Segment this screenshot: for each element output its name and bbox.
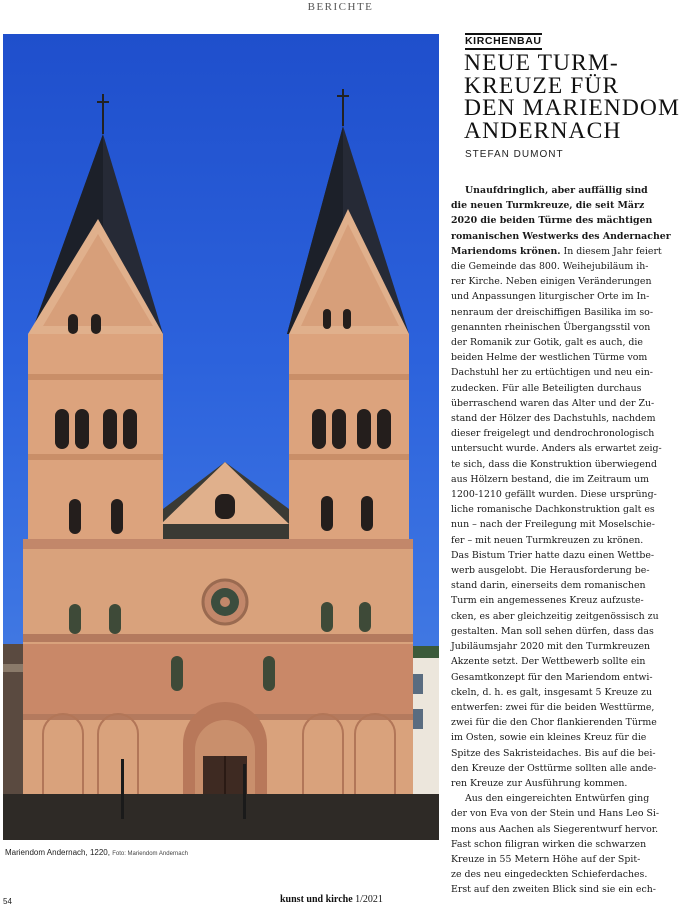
lead-line: die neuen Turmkreuze, die seit März bbox=[451, 200, 645, 212]
body-line: überraschend waren das Alter und der Zu- bbox=[451, 397, 655, 409]
body-line: Erst auf den zweiten Blick sind sie ein ech- bbox=[451, 884, 656, 896]
body-line: Aus den eingereichten Entwürfen ging bbox=[465, 793, 650, 805]
body-line: gestalten. Man soll sehen dürfen, dass das bbox=[451, 625, 654, 637]
body-line: den Kreuze der Osttürme sollten alle ande- bbox=[451, 762, 657, 774]
body-line: ckeln, d. h. es galt, insgesamt 5 Kreuze zu bbox=[451, 686, 652, 698]
lead-line-mixed bbox=[451, 244, 677, 259]
body-line: 1200-1210 gefällt wurden. Diese ursprüng- bbox=[451, 489, 657, 501]
body-line: zwei für die den Chor flankierenden Türme bbox=[451, 717, 657, 729]
lead-line: Unaufdringlich, aber auffällig sind bbox=[465, 185, 648, 196]
body-line: aus Hölzern bestand, die im Zeitraum um bbox=[451, 473, 650, 485]
body-line: rer Kirche. Neben einigen Veränderungen bbox=[451, 276, 652, 288]
body-line: ren Kreuze zur Ausführung kommen. bbox=[451, 777, 628, 789]
magazine-footer bbox=[280, 894, 383, 905]
body-line: Jubiläumsjahr 2020 mit den Turmkreuzen bbox=[451, 641, 651, 653]
body-line: beiden Helme der westlichen Türme vom bbox=[451, 352, 648, 364]
section-label: BERICHTE bbox=[307, 1, 374, 13]
body-line: Kreuze in 55 Metern Höhe auf der Spit- bbox=[451, 853, 641, 865]
lead-line: romanischen Westwerks des Andernacher bbox=[451, 230, 671, 242]
body-line: die Gemeinde das 800. Weihejubiläum ih- bbox=[451, 261, 649, 273]
headline-line: DEN MARIENDOM bbox=[464, 95, 681, 121]
headline-line: NEUE TURM- bbox=[464, 50, 619, 76]
article-headline bbox=[464, 50, 681, 144]
magazine-issue: 1/2021 bbox=[355, 894, 383, 905]
body-line: te sich, dass die Konstruktion überwiegend bbox=[451, 458, 657, 470]
body-line: Spitze des Sakristeidaches. Bis auf die bei- bbox=[451, 747, 656, 759]
body-line: nun – nach der Freilegung mit Moselschie- bbox=[451, 519, 655, 531]
article-body bbox=[451, 183, 677, 898]
caption-credit: Foto: Mariendom Andernach bbox=[112, 851, 188, 857]
headline-line: ANDERNACH bbox=[464, 117, 622, 144]
body-start: In diesem Jahr feiert bbox=[560, 245, 662, 257]
magazine-title: kunst und kirche bbox=[280, 894, 353, 905]
body-line: zudecken. Für alle Beteiligten durchaus bbox=[451, 382, 642, 394]
body-line: Fast schon filigran wirken die schwarzen bbox=[451, 838, 647, 850]
body-line: Akzente setzt. Der Wettbewerb sollte ein bbox=[451, 656, 646, 668]
body-line: liche romanische Dachkonstruktion galt es bbox=[451, 504, 655, 516]
body-line: im Osten, sowie ein kleines Kreuz für die bbox=[451, 732, 647, 744]
body-line: untersucht wurde. Anders als erwartet zeig- bbox=[451, 443, 662, 455]
body-line: stand darin, einerseits dem romanischen bbox=[451, 580, 646, 592]
body-line: werb ausgelobt. Die Herausforderung be- bbox=[451, 565, 650, 577]
headline-line: KREUZE FÜR bbox=[464, 72, 620, 99]
article-kicker: KIRCHENBAU bbox=[465, 33, 542, 50]
body-paragraph-2 bbox=[451, 791, 677, 897]
body-line: dieser freigelegt und dendrochronologisch bbox=[451, 428, 655, 440]
body-line: entwerfen: zwei für die beiden Westtürme, bbox=[451, 701, 655, 713]
caption-text: Mariendom Andernach, 1220, bbox=[5, 848, 110, 857]
article-author: STEFAN DUMONT bbox=[465, 149, 564, 160]
body-line: der Romanik zur Gotik, galt es auch, die bbox=[451, 337, 643, 349]
body-line: ze des neu eingedeckten Schieferdaches. bbox=[451, 869, 648, 881]
lead-line: 2020 die beiden Türme des mächtigen bbox=[451, 215, 653, 227]
body-line: fer – mit neuen Turmkreuzen zu krönen. bbox=[451, 534, 644, 546]
page-number: 54 bbox=[3, 897, 12, 906]
body-line: Das Bistum Trier hatte dazu einen Wettbe- bbox=[451, 549, 655, 561]
body-line: der von Eva von der Stein und Hans Leo Si- bbox=[451, 808, 660, 820]
body-line: Turm ein angemessenes Kreuz aufzuste- bbox=[451, 595, 644, 607]
body-line: stand der Hölzer des Dachstuhls, nachdem bbox=[451, 413, 656, 425]
cathedral-photo bbox=[3, 34, 439, 840]
body-line: cken, es aber gleichzeitig zeitgenössisch zu bbox=[451, 610, 659, 622]
body-paragraph bbox=[451, 259, 677, 791]
body-line: mons aus Aachen als Siegerentwurf hervor. bbox=[451, 823, 659, 835]
body-line: Dachstuhl her zu ertüchtigen und neu ein- bbox=[451, 367, 653, 379]
body-line: nenraum der dreischiffigen Basilika im so- bbox=[451, 306, 653, 318]
photo-caption bbox=[5, 848, 435, 857]
body-line: und Anpassungen liturgischer Orte im In- bbox=[451, 291, 650, 303]
lead-bold-end: Mariendoms krönen. bbox=[451, 245, 561, 257]
body-line: Gesamtkonzept für den Mariendom entwi- bbox=[451, 671, 653, 683]
body-line: genannten rheinischen Übergangsstil von bbox=[451, 321, 651, 333]
